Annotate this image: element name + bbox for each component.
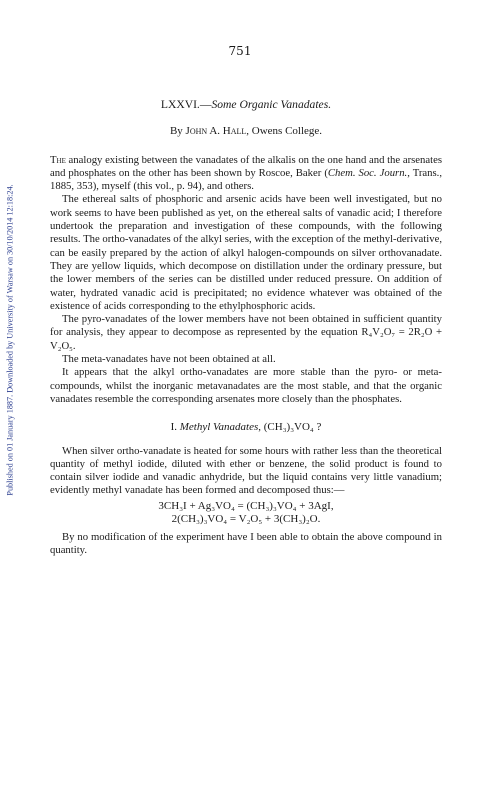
section-heading-title: Methyl Vanadates [179, 421, 259, 434]
paragraph-stability: It appears that the alkyl ortho-vanadates are more stable than the pyro- or meta-compounds, whilst the inorganic metavanadates are the most stable, and that the organic vanadates resemble the corresponding arsenates more closely than the phosphates. [50, 366, 442, 405]
author-last-name: Hall [222, 125, 247, 138]
publication-side-note-text: Published on 01 January 1887. Downloaded by University of Warsaw on 30/10/2014 12:18:24. [5, 184, 15, 496]
paragraph-no-modification: By no modification of the experiment have I been able to obtain the above compound in quantity. [50, 530, 442, 557]
article-title [50, 98, 442, 111]
paragraph-intro-text-a: analogy existing between the vanadates of the alkalis on the one hand and the arsenates and phosphates on the other has been shown by Roscoe, Baker ( [50, 153, 442, 179]
article-title-text: Some Organic Vanadates. [211, 98, 332, 111]
paragraph-meta-vanadates: The meta-vanadates have not been obtained at all. [62, 353, 276, 366]
author-line [50, 125, 442, 138]
section-heading-methyl-vanadates [50, 421, 442, 434]
publication-side-note [4, 80, 16, 600]
reaction-equation-1: 3CH₃I + Ag₃VO₄ = (CH₃)₃VO₄ + 3AgI, [158, 499, 334, 512]
paragraph-silver-orthovanadate: When silver ortho-vanadate is heated for some hours with rather less than the theoretical quantity of methyl iodide, diluted with ether or benzene, the solid product is found to contain silver iodide and vanadic anhydride, but the liquid contains very little vanadium; evidently methyl vanadate has been formed and decomposed thus:— [50, 444, 442, 497]
reaction-equation-2: 2(CH₃)₃VO₄ = V₂O₅ + 3(CH₃)₂O. [171, 513, 321, 526]
author-affiliation: , Owens College. [246, 125, 323, 138]
section-heading-number: I. [170, 421, 180, 434]
paragraph-intro-text-b: , Trans., 1885, 353), myself (this vol., p. 94), and others. [50, 166, 443, 193]
paragraph-ethereal-salts: The ethereal salts of phosphoric and arsenic acids have been well investigated, but no work seems to have been published as yet, on the ethereal salts of vanadic acid; I therefore undertook the preparation and investigation of these compounds, with the following results. The ortho-vanadates of the alkyl series, with the exception of the methyl-derivative, can be easily prepared by the action of alkyl halogen-compounds on silver orthovanadate. They are yellow liquids, which decompose on distillation under the ordinary pressure, but the lower members of the series can be distilled under reduced pressure. On addition of water, hydrated vanadic acid is precipitated; no evidence whatever was obtained of the existence of acids corresponding to the ethylphosphoric acids. [50, 193, 442, 312]
paragraph-intro-lead: The [50, 153, 66, 166]
paragraph-pyro-text: The pyro-vanadates of the lower members have not been obtained in sufficient quantity for analysis, they appear to decompose as represented by the equation [50, 313, 442, 339]
journal-citation: Chem. Soc. Journ. [327, 166, 408, 179]
author-first-name: John [185, 125, 208, 138]
article-title-number: LXXVI.— [160, 98, 212, 111]
reaction-equations [50, 500, 442, 527]
page-number: 751 [228, 44, 252, 58]
paragraph-pyro-vanadates [50, 313, 442, 353]
section-heading-formula: , (CH₃)₃VO₄ ? [258, 421, 322, 434]
author-by: By [169, 125, 186, 138]
author-initial: A. [207, 125, 223, 138]
article-body [50, 98, 442, 557]
paragraph-intro [50, 154, 442, 194]
pyro-equation: R₄V₂O₇ = 2R₂O + V₂O₅. [50, 326, 442, 352]
